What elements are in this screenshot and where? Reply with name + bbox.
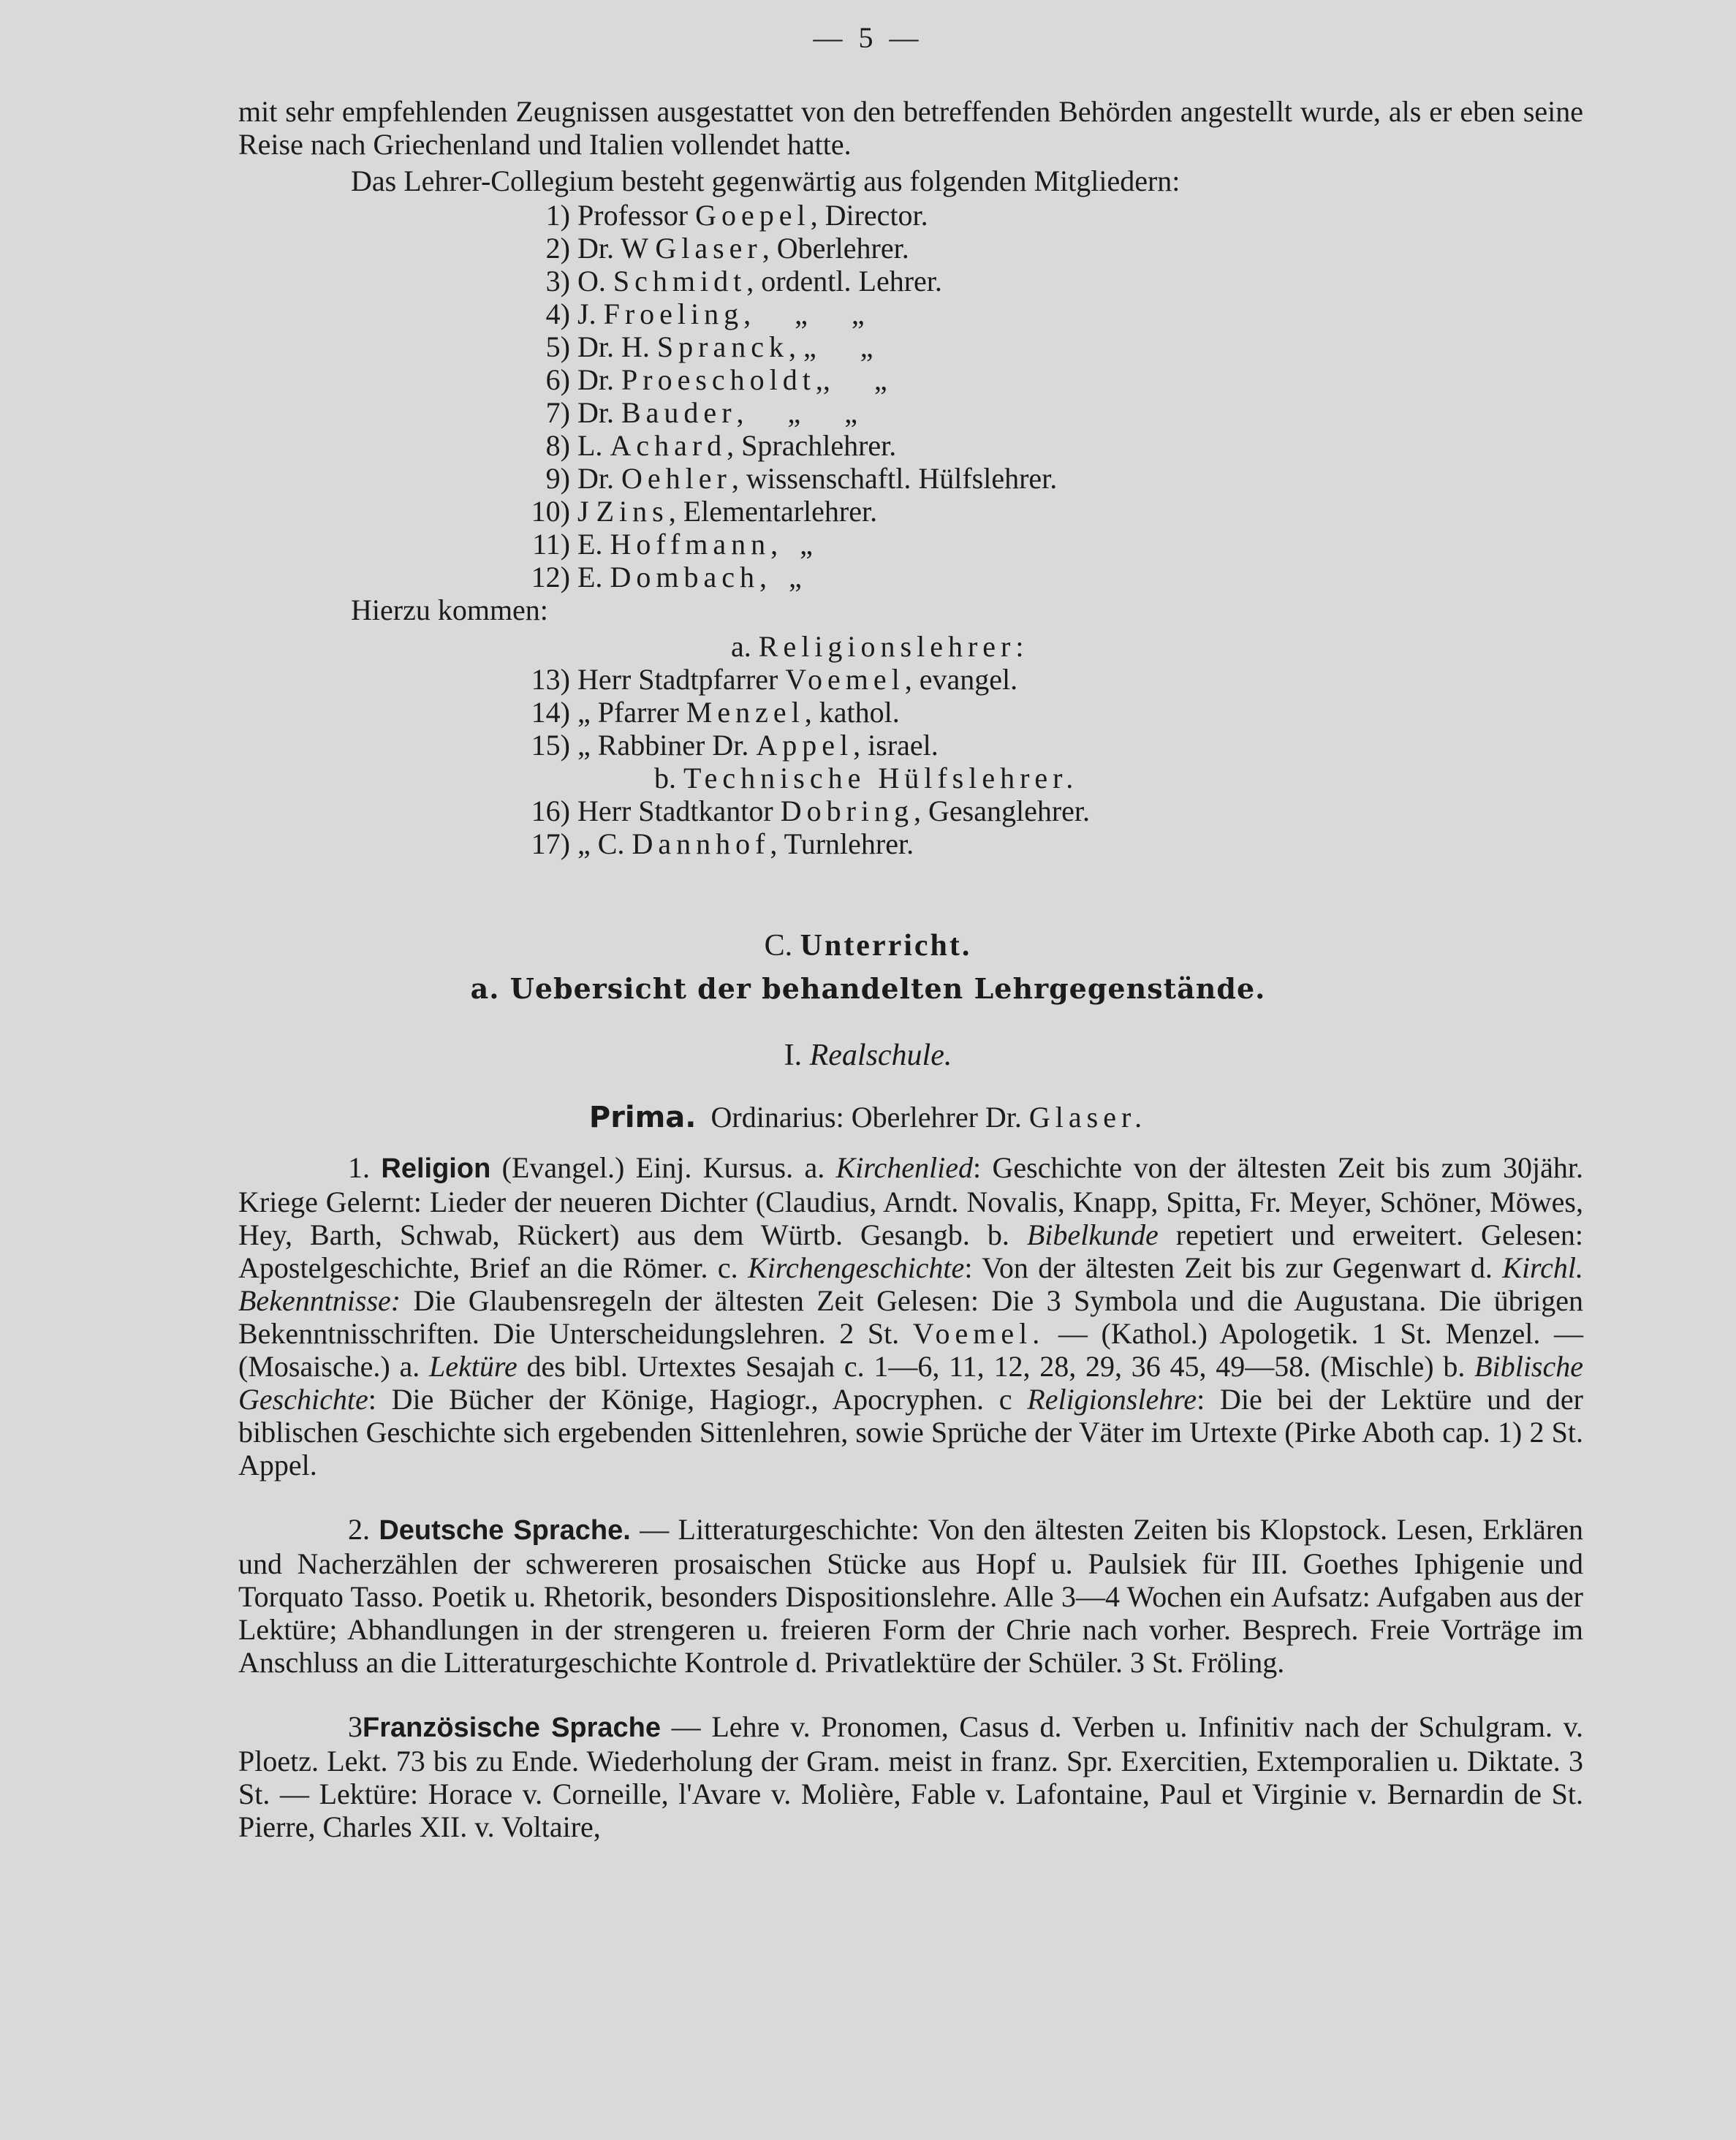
subsection-a-heading: a. Uebersicht der behandelten Lehrgegenstände. bbox=[470, 972, 1266, 1005]
staff-entry: 10) J Zins, Elementarlehrer. bbox=[531, 495, 878, 528]
staff-entry: 12) E. Dombach, „ bbox=[531, 561, 802, 593]
deutsch-paragraph: 2. Deutsche Sprache. — Litteraturgeschichte: Von den ältesten Zeiten bis Klopstock. Lesen, Erklären und Nacherzählen der schwereren prosaischen Stücke aus Hopf u. Paulsiek für III. Goethes Iphigenie und Torquato Tasso. Poetik u. Rhetorik, besonders Dispositionslehre. Alle 3—4 Wochen ein Aufsatz: Aufgaben aus der Lektüre; Abhandlungen in der strengeren u. freieren Form der Chrie nach vorher. Besprech. Freie Vorträge im Anschluss an die Litteraturgeschichte Kontrole d. Privatlektüre der Schüler. 3 St. Fröling. bbox=[238, 1513, 1583, 1679]
staff-entry: 1) Professor Goepel, Director. bbox=[545, 199, 928, 232]
page-number: — 5 — bbox=[813, 21, 923, 54]
staff-entry: 14) „ Pfarrer Menzel, kathol. bbox=[531, 696, 900, 729]
section-c-heading: C. Unterricht. bbox=[764, 929, 972, 963]
staff-entry: 13) Herr Stadtpfarrer Voemel, evangel. bbox=[531, 663, 1018, 696]
staff-entry: 4) J. Froeling, „ „ bbox=[545, 297, 865, 330]
staff-entry: 17) „ C. Dannhof, Turnlehrer. bbox=[531, 827, 914, 860]
staff-entry: 3) O. Schmidt, ordentl. Lehrer. bbox=[545, 265, 942, 297]
collegium-heading: Das Lehrer-Collegium besteht gegenwärtig aus folgenden Mitgliedern: bbox=[351, 164, 1180, 197]
staff-entry: 2) Dr. W Glaser, Oberlehrer. bbox=[545, 232, 909, 265]
realschule-heading: I. Realschule. bbox=[784, 1039, 952, 1072]
staff-entry: 7) Dr. Bauder, „ „ bbox=[545, 396, 858, 429]
religion-heading: a. Religionslehrer: bbox=[731, 630, 1029, 663]
staff-entry: 11) E. Hoffmann, „ bbox=[532, 528, 813, 561]
hierzu-label: Hierzu kommen: bbox=[351, 593, 548, 626]
prima-heading: Prima. Ordinarius: Oberlehrer Dr. Glaser. bbox=[588, 1101, 1148, 1134]
franz-paragraph: 3Französische Sprache — Lehre v. Pronomen, Casus d. Verben u. Infinitiv nach der Schulgram. v. Ploetz. Lekt. 73 bis zu Ende. Wiederholung der Gram. meist in franz. Spr. Exercitien, Extemporalien u. Diktate. 3 St. — Lektüre: Horace v. Corneille, l'Avare v. Molière, Fable v. Lafontaine, Paul et Virginie v. Bernardin de St. Pierre, Charles XII. v. Voltaire, bbox=[238, 1710, 1583, 1843]
staff-entry: 8) L. Achard, Sprachlehrer. bbox=[545, 429, 897, 462]
staff-entry: 16) Herr Stadtkantor Dobring, Gesanglehrer. bbox=[531, 794, 1091, 827]
staff-entry: 15) „ Rabbiner Dr. Appel, israel. bbox=[531, 729, 939, 762]
religion-paragraph: 1. Religion (Evangel.) Einj. Kursus. a. Kirchenlied: Geschichte von der ältesten Zeit bis zum 30jähr. Kriege Gelernt: Lieder der neueren Dichter (Claudius, Arndt. Novalis, Knapp, Spitta, Fr. Meyer, Schöner, Möwes, Hey, Barth, Schwab, Rückert) aus dem Würtb. Gesangb. b. Bibelkunde repetiert und erweitert. Gelesen: Apostelgeschichte, Brief an die Römer. c. Kirchengeschichte: Von der ältesten Zeit bis zur Gegenwart d. Kirchl. Bekenntnisse: Die Glaubensregeln der ältesten Zeit Gelesen: Die 3 Symbola und die Augustana. Die übrigen Bekenntnisschriften. Die Unterscheidungslehren. 2 St. Voemel. — (Kathol.) Apologetik. 1 St. Menzel. — (Mosaische.) a. Lektüre des bibl. Urtextes Sesajah c. 1—6, 11, 12, 28, 29, 36 45, 49—58. (Mischle) b. Biblische Geschichte: Die Bücher der Könige, Hagiogr., Apocryphen. c Religionslehre: Die bei der Lektüre und der biblischen Geschichte sich ergebenden Sittenlehren, sowie Sprüche der Väter im Urtexte (Pirke Aboth cap. 1) 2 St. Appel. bbox=[238, 1151, 1584, 1481]
tech-heading: b. Technische Hülfslehrer. bbox=[654, 762, 1079, 794]
staff-entry: 6) Dr. Proescholdt,, „ bbox=[545, 363, 887, 396]
intro-paragraph: mit sehr empfehlenden Zeugnissen ausgestattet von den betreffenden Behörden angestellt wurde, als er eben seine Reise nach Griechenland und Italien vollendet hatte. bbox=[238, 95, 1583, 161]
staff-entry: 5) Dr. H. Spranck, „ „ bbox=[545, 330, 873, 363]
staff-entry: 9) Dr. Oehler, wissenschaftl. Hülfslehrer. bbox=[545, 462, 1058, 495]
